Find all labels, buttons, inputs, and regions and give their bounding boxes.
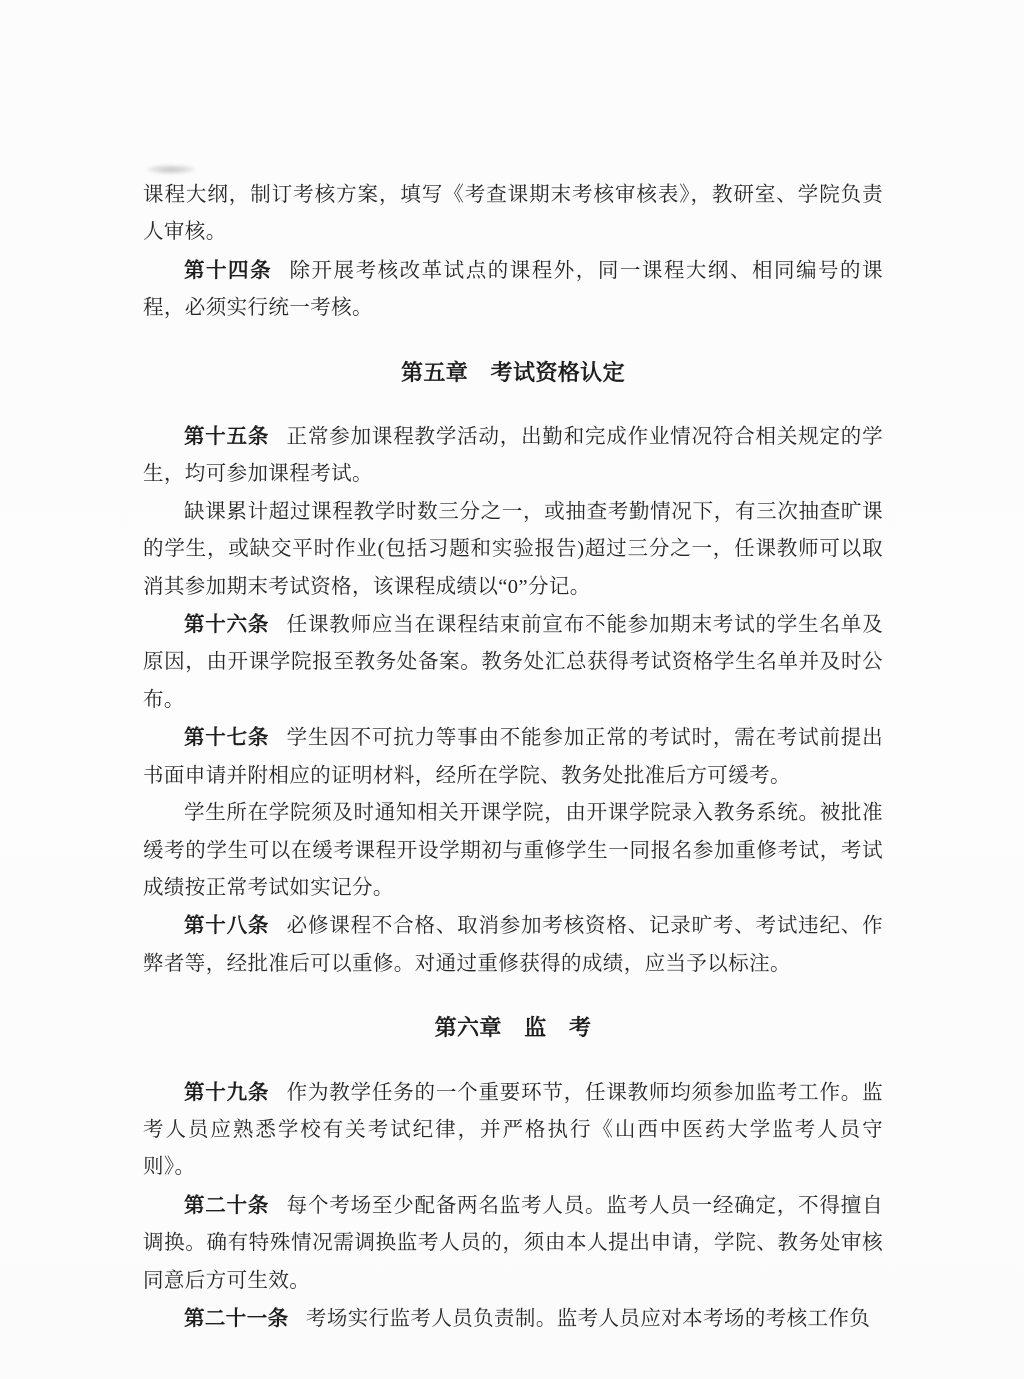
article-number: 第十六条: [184, 613, 270, 637]
article-paragraph: [143, 606, 883, 719]
article-paragraph: [143, 1187, 883, 1300]
paragraph-text: 作为教学任务的一个重要环节，任课教师均须参加监考工作。监考人员应熟悉学校有关考试纪律，并严格执行《山西中医药大学监考人员守则》。: [143, 1081, 883, 1179]
body-paragraph: [143, 494, 883, 606]
article-number: 第十五条: [184, 425, 270, 449]
paragraph-text: 正常参加课程教学活动，出勤和完成作业情况符合相关规定的学生，均可参加课程考试。: [143, 426, 883, 486]
article-number: 第十九条: [184, 1080, 270, 1104]
body-paragraph: [143, 177, 883, 252]
article-number: 第二十条: [184, 1193, 270, 1217]
chapter-heading: [143, 983, 883, 1073]
paragraph-text: 缺课累计超过课程教学时数三分之一，或抽查考勤情况下，有三次抽查旷课的学生，或缺交平时作业(包括习题和实验报告)超过三分之一，任课教师可以取消其参加期末考试资格，该课程成绩以“0”分记。: [143, 500, 883, 598]
paragraph-text: 任课教师应当在课程结束前宣布不能参加期末考试的学生名单及原因，由开课学院报至教务处备案。教务处汇总获得考试资格学生名单并及时公布。: [143, 614, 883, 711]
article-paragraph: [143, 907, 883, 983]
paragraph-text: 学生因不可抗力等事由不能参加正常的考试时，需在考试前提出书面申请并附相应的证明材料，经所在学院、教务处批准后方可缓考。: [143, 727, 883, 787]
article-number: 第十八条: [184, 914, 270, 938]
chapter-heading: [143, 328, 883, 418]
paragraph-text: 除开展考核改革试点的课程外，同一课程大纲、相同编号的课程，必须实行统一考核。: [143, 259, 883, 320]
paragraph-text: 课程大纲，制订考核方案，填写《考查课期末考核审核表》，教研室、学院负责人审核。: [143, 184, 883, 244]
document-body: [143, 177, 883, 1338]
paragraph-text: 考场实行监考人员负责制。监考人员应对本考场的考核工作负: [305, 1307, 871, 1330]
body-paragraph: [143, 795, 883, 907]
article-paragraph: [143, 252, 883, 328]
chapter-heading-text: 第六章 监 考: [434, 1015, 592, 1041]
chapter-heading-text: 第五章 考试资格认定: [400, 359, 625, 385]
article-number: 第十四条: [184, 258, 273, 282]
article-number: 第二十一条: [184, 1306, 289, 1330]
paragraph-text: 学生所在学院须及时通知相关开课学院，由开课学院录入教务系统。被批准缓考的学生可以在缓考课程开设学期初与重修学生一同报名参加重修考试，考试成绩按正常考试如实记分。: [143, 802, 883, 899]
paragraph-text: 每个考场至少配备两名监考人员。监考人员一经确定，不得擅自调换。确有特殊情况需调换监考人员的，须由本人提出申请，学院、教务处审核同意后方可生效。: [143, 1194, 883, 1292]
article-paragraph: [143, 1300, 883, 1338]
article-paragraph: [143, 1074, 883, 1187]
article-number: 第十七条: [184, 726, 270, 750]
scan-smudge-artifact: [147, 165, 195, 174]
article-paragraph: [143, 719, 883, 795]
paragraph-text: 必修课程不合格、取消参加考核资格、记录旷考、考试违纪、作弊者等，经批准后可以重修。对通过重修获得的成绩，应当予以标注。: [143, 915, 883, 975]
article-paragraph: [143, 418, 883, 494]
